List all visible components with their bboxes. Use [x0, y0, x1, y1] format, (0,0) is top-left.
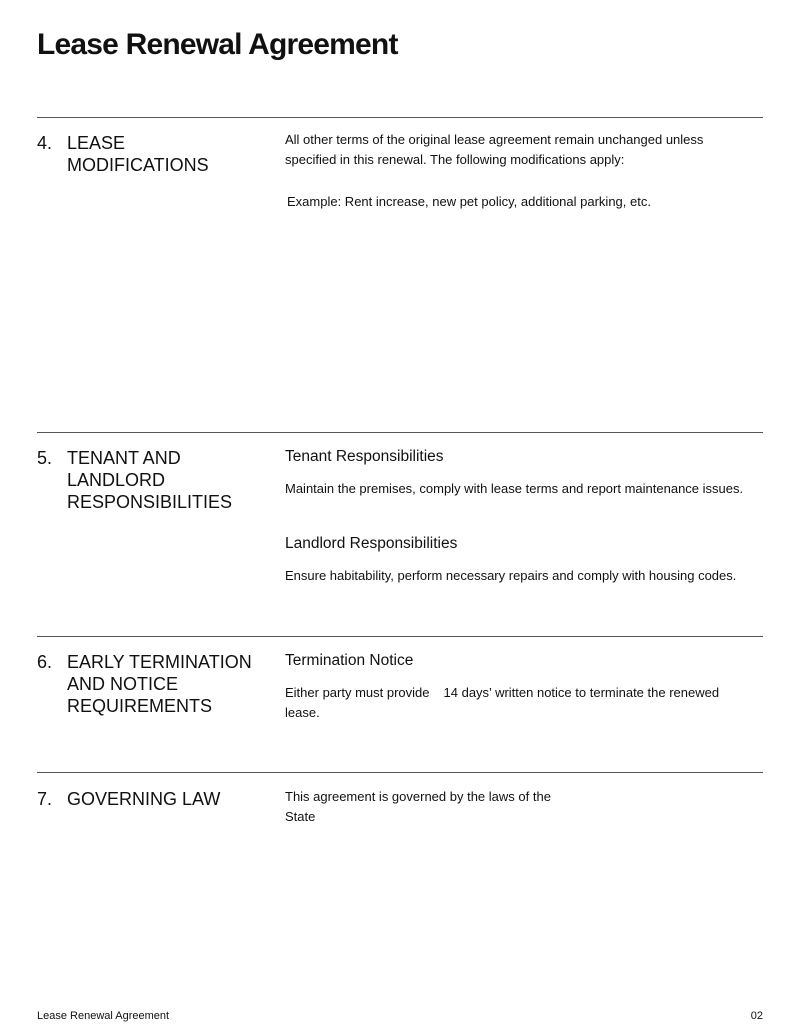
section-7-heading-line: GOVERNING LAW	[67, 789, 221, 809]
section-6-number: 6.	[37, 652, 53, 672]
section-4-example: Example: Rent increase, new pet policy, additional parking, etc.	[287, 194, 651, 209]
section-6-heading	[67, 651, 267, 717]
section-5-heading	[67, 447, 267, 513]
section-6-heading-line: AND NOTICE	[67, 674, 179, 694]
section-divider	[37, 772, 763, 773]
notice-period-text: 14 days’ written notice to terminate the renewed	[443, 685, 720, 700]
footer-document-title: Lease Renewal Agreement	[37, 1010, 170, 1022]
termination-text-part: Either party must provide	[285, 685, 430, 700]
section-5-number: 5.	[37, 448, 53, 468]
section-4-body-line: specified in this renewal. The following modifications apply:	[285, 152, 625, 167]
section-4-body-line: All other terms of the original lease agreement remain unchanged unless	[285, 132, 704, 147]
section-6-heading-line: EARLY TERMINATION	[67, 652, 252, 672]
section-divider	[37, 117, 763, 118]
section-6-heading-line: REQUIREMENTS	[67, 696, 213, 716]
termination-text-part: lease.	[285, 705, 320, 720]
page-title: Lease Renewal Agreement	[37, 28, 398, 61]
section-7-number: 7.	[37, 789, 53, 809]
termination-notice-text	[285, 683, 745, 723]
section-4-heading	[67, 132, 267, 176]
landlord-responsibilities-heading: Landlord Responsibilities	[285, 535, 458, 552]
section-5-heading-line: LANDLORD	[67, 470, 166, 490]
tenant-responsibilities-text: Maintain the premises, comply with lease terms and report maintenance issues.	[285, 481, 744, 496]
tenant-responsibilities-heading: Tenant Responsibilities	[285, 448, 444, 465]
section-5-heading-line: RESPONSIBILITIES	[67, 492, 233, 512]
termination-notice-heading: Termination Notice	[285, 652, 414, 669]
section-4-heading-line: MODIFICATIONS	[67, 155, 209, 175]
footer-page-number: 02	[750, 1010, 763, 1022]
section-4-body	[285, 130, 703, 170]
section-7-body-line: State	[285, 809, 316, 824]
landlord-responsibilities-text: Ensure habitability, perform necessary repairs and comply with housing codes.	[285, 568, 737, 583]
section-4-number: 4.	[37, 133, 53, 153]
section-7-body-line: This agreement is governed by the laws of the	[285, 789, 551, 804]
section-divider	[37, 636, 763, 637]
section-5-heading-line: TENANT AND	[67, 448, 181, 468]
section-7-body	[285, 787, 551, 827]
section-divider	[37, 432, 763, 433]
section-7-heading	[67, 788, 267, 810]
section-4-heading-line: LEASE	[67, 133, 126, 153]
